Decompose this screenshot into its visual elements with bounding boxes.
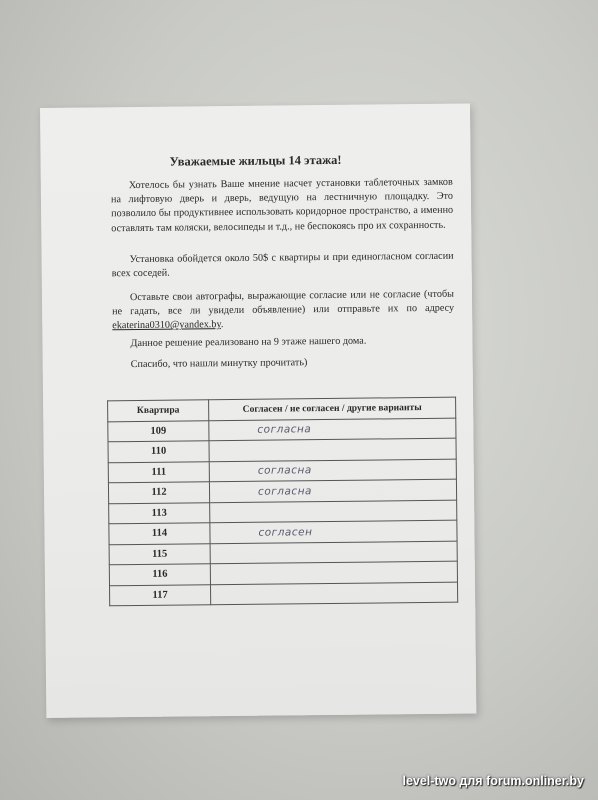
handwritten-response: согласен	[210, 520, 457, 543]
table-row	[110, 582, 458, 606]
handwritten-response: согласна	[209, 479, 456, 502]
apartment-number: 112	[108, 482, 209, 504]
apartment-number: 114	[109, 523, 210, 545]
handwritten-response	[209, 438, 456, 461]
apartment-number: 113	[109, 502, 210, 524]
signature-table	[107, 397, 458, 607]
watermark: level-two для forum.onliner.by	[402, 774, 584, 788]
notice-paragraph-2: Установка обойдется около 50$ с квартиры и при единогласном согласии всех соседей.	[111, 250, 454, 280]
paragraph-3-end: .	[220, 319, 224, 331]
handwritten-response: согласна	[209, 459, 456, 482]
notice-title: Уважаемые жильцы 14 этажа!	[169, 152, 342, 169]
notice-paragraph-4: Данное решение реализовано на 9 этаже нашего дома.	[130, 335, 367, 350]
handwritten-response: согласна	[209, 418, 456, 441]
notice-sheet	[40, 103, 476, 717]
handwritten-response	[210, 561, 457, 584]
apartment-number: 115	[109, 543, 210, 565]
handwritten-response	[210, 541, 457, 564]
column-header-apartment: Квартира	[108, 400, 209, 422]
apartment-number: 109	[108, 420, 209, 442]
notice-paragraph-1: Хотелось бы узнать Ваше мнение насчет установки таблеточных замков на лифтовую дверь и дверь, ведущую на лестничную площадку. Это позволило бы продуктивнее использовать коридорное пространство, а именно оставлять там коляски, велосипеды и т.д., не беспокоясь про их сохранность.	[110, 176, 454, 234]
apartment-number: 110	[108, 441, 209, 463]
paragraph-3-text: Оставьте свои автографы, выражающие согласие или не согласие (чтобы не гадать, все ли увидели объявление) или отправьте их по адресу	[112, 288, 455, 318]
notice-paragraph-3	[112, 288, 454, 334]
notice-paragraph-5: Спасибо, что нашли минутку прочитать)	[130, 357, 308, 371]
apartment-number: 117	[110, 584, 211, 606]
column-header-response: Согласен / не согласен / другие варианты	[209, 397, 456, 420]
apartment-number: 111	[108, 461, 209, 483]
handwritten-response	[210, 500, 457, 523]
handwritten-response	[210, 582, 457, 605]
apartment-number: 116	[109, 564, 210, 586]
email-address: ekaterina0310@yandex.by	[112, 319, 221, 332]
